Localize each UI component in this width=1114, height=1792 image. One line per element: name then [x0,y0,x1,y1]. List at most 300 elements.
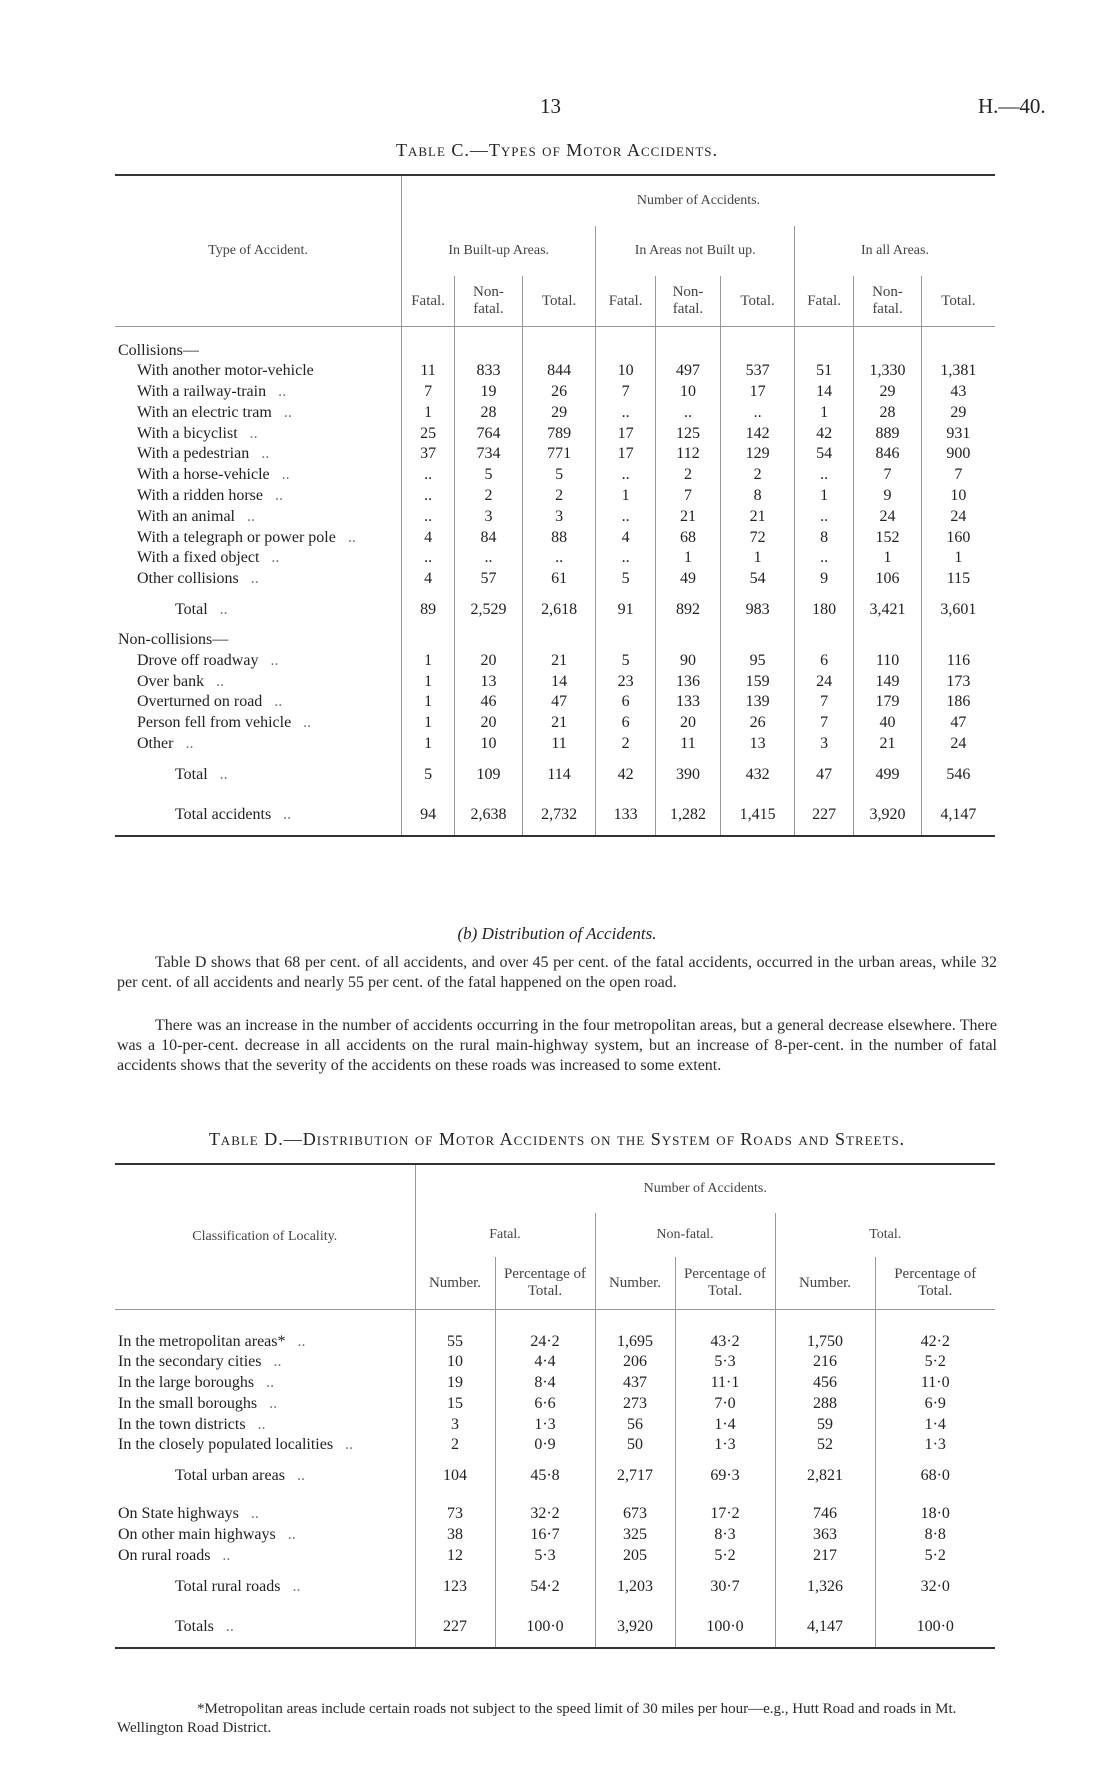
row-label-text: With a bicyclist [137,424,238,442]
cell-value: 43 [921,382,995,403]
table-d-sub-header: Percentage of Total. [495,1257,595,1310]
table-row [115,1415,995,1436]
cell-value: 32·2 [495,1504,595,1525]
cell-value: 24 [921,734,995,755]
cell-value: 5·3 [675,1352,775,1373]
cell-value: 43·2 [675,1332,775,1353]
table-d-group-header: Total. [775,1213,995,1257]
table-row [115,1567,995,1607]
cell-value: 10 [596,361,655,382]
cell-value: 68·0 [875,1456,995,1496]
table-row [115,569,995,590]
table-row [115,1435,995,1456]
cell-value: 25 [402,424,455,445]
cell-value: 1 [721,548,795,569]
cell-value: 3,421 [854,590,922,630]
cell-value: 160 [921,528,995,549]
cell-value: 7 [596,382,655,403]
row-label-text: On rural roads [118,1546,211,1564]
cell-value: 2 [721,465,795,486]
cell-value: .. [455,548,523,569]
row-label-text: With a pedestrian [137,445,250,463]
leader-dots: .. [267,549,280,567]
cell-value: 771 [522,444,596,465]
table-c-sub-header: Total. [921,276,995,327]
cell-value: 4 [402,569,455,590]
cell-value: .. [402,486,455,507]
cell-value: 1 [402,713,455,734]
table-c-sub-header: Non-fatal. [655,276,720,327]
row-label-text: Other collisions [137,570,239,588]
cell-value: 49 [655,569,720,590]
table-row [115,486,995,507]
cell-value: 983 [721,590,795,630]
table-row [115,1394,995,1415]
table-row [115,1332,995,1353]
table-c-sub-header: Fatal. [402,276,455,327]
cell-value: 9 [794,569,853,590]
cell-value: 186 [921,692,995,713]
table-c-header-row [115,175,995,226]
table-row [115,734,995,755]
cell-value: 20 [655,713,720,734]
row-label [115,1332,415,1353]
cell-value: 21 [854,734,922,755]
cell-value: 29 [854,382,922,403]
cell-value: 55 [415,1332,495,1353]
row-label [115,1352,415,1373]
cell-value: 52 [775,1435,875,1456]
cell-value: 6 [596,692,655,713]
row-label-text: On other main highways [118,1526,276,1544]
table-d-sub-header: Percentage of Total. [675,1257,775,1310]
cell-value: 205 [595,1546,675,1567]
leader-dots: .. [257,445,270,463]
cell-value: 7 [854,465,922,486]
cell-value: 2 [655,465,720,486]
cell-value: 4 [596,528,655,549]
cell-value: 11 [655,734,720,755]
cell-value: 5 [522,465,596,486]
cell-value: 892 [655,590,720,630]
cell-value: 746 [775,1504,875,1525]
cell-value: 3,601 [921,590,995,630]
table-row [115,403,995,424]
spacer-row [115,327,995,341]
row-label-text: With a ridden horse [137,487,263,505]
footnote: *Metropolitan areas include certain roads not subject to the speed limit of 30 miles per hour—e.g., Hutt Road and roads in Mt. Wellington Road District. [117,1701,957,1736]
leader-dots: .. [279,403,292,421]
table-row [115,672,995,693]
cell-value: 11·0 [875,1373,995,1394]
cell-value: .. [655,403,720,424]
cell-value: 4·4 [495,1352,595,1373]
table-row [115,1373,995,1394]
table-c-sub-header: Total. [721,276,795,327]
leader-dots: .. [343,528,356,546]
cell-value: 5·2 [875,1352,995,1373]
cell-value: 136 [655,672,720,693]
cell-value: 546 [921,755,995,795]
table-c-sub-header: Total. [522,276,596,327]
cell-value: 3 [415,1415,495,1436]
table-row [115,651,995,672]
cell-value: .. [794,465,853,486]
cell-value: 7 [921,465,995,486]
cell-value: 456 [775,1373,875,1394]
cell-value: 68 [655,528,720,549]
leader-dots: .. [265,1394,278,1412]
section-label: Collisions— [118,341,199,359]
cell-value: 73 [415,1504,495,1525]
cell-value: 1·4 [875,1415,995,1436]
cell-value: 10 [455,734,523,755]
cell-value: 673 [595,1504,675,1525]
table-row [115,755,995,795]
cell-value: 17 [596,444,655,465]
cell-value: 123 [415,1567,495,1607]
cell-value: .. [522,548,596,569]
section-label: Non-collisions— [118,631,229,649]
cell-value: .. [402,465,455,486]
cell-value: 17·2 [675,1504,775,1525]
cell-value: .. [596,507,655,528]
cell-value: 106 [854,569,922,590]
row-label-text: Total rural roads [175,1577,281,1595]
cell-value: 21 [721,507,795,528]
section-label-row [115,341,995,362]
table-d-sub-header: Percentage of Total. [875,1257,995,1310]
row-label [115,672,402,693]
cell-value: 24 [854,507,922,528]
cell-value: 29 [921,403,995,424]
row-label-text: Other [137,735,174,753]
cell-value: 125 [655,424,720,445]
cell-value: 142 [721,424,795,445]
cell-value: .. [402,548,455,569]
table-row [115,361,995,382]
cell-value: 217 [775,1546,875,1567]
cell-value: 110 [854,651,922,672]
row-label [115,1456,415,1496]
row-label [115,1525,415,1546]
cell-value: 56 [595,1415,675,1436]
cell-value: 94 [402,795,455,836]
leader-dots: .. [246,570,259,588]
cell-value: 38 [415,1525,495,1546]
cell-value: 88 [522,528,596,549]
cell-value: 7 [402,382,455,403]
cell-value: 133 [596,795,655,836]
cell-value: 390 [655,755,720,795]
cell-value: 133 [655,692,720,713]
row-label-text: In the metropolitan areas* [118,1332,286,1350]
table-row [115,444,995,465]
page-reference: H.—40. [978,94,1046,118]
cell-value: 363 [775,1525,875,1546]
cell-value: 9 [854,486,922,507]
cell-value: 47 [794,755,853,795]
cell-value: 20 [455,651,523,672]
section-label-row [115,630,995,651]
cell-value: 116 [921,651,995,672]
cell-value: 1 [402,672,455,693]
row-label [115,734,402,755]
row-label-text: Over bank [137,672,205,690]
cell-value: 8·3 [675,1525,775,1546]
leader-dots: .. [270,693,283,711]
cell-value: 129 [721,444,795,465]
cell-value: 5 [455,465,523,486]
cell-value: 833 [455,361,523,382]
cell-value: 24 [921,507,995,528]
cell-value: 3,920 [854,795,922,836]
cell-value: 28 [854,403,922,424]
cell-value: 21 [655,507,720,528]
row-label-text: With an electric tram [137,403,272,421]
cell-value: 1·3 [675,1435,775,1456]
cell-value: 59 [775,1415,875,1436]
spacer-row [115,1310,995,1332]
cell-value: 1,282 [655,795,720,836]
table-d-header-row [115,1164,995,1213]
cell-value: 11 [522,734,596,755]
table-row [115,528,995,549]
cell-value: 227 [415,1607,495,1648]
leader-dots: .. [266,651,279,669]
cell-value: .. [794,548,853,569]
row-label-text: Drove off roadway [137,651,259,669]
cell-value: 20 [455,713,523,734]
cell-value: 54 [794,444,853,465]
cell-value: 1,750 [775,1332,875,1353]
cell-value: 2,638 [455,795,523,836]
row-label-text: Total [175,601,208,619]
cell-value: 100·0 [875,1607,995,1648]
row-label-text: In the town districts [118,1415,246,1433]
table-row [115,1456,995,1496]
table-row [115,692,995,713]
table-row [115,795,995,836]
cell-value: 1,330 [854,361,922,382]
table-row [115,590,995,630]
row-label [115,528,402,549]
row-label [115,424,402,445]
cell-value: 95 [721,651,795,672]
row-label-text: With a telegraph or power pole [137,528,336,546]
cell-value: .. [402,507,455,528]
cell-value: 1 [794,403,853,424]
leader-dots: .. [221,1617,234,1635]
table-d-title: Table D.—Distribution of Motor Accidents on the System of Roads and Streets. [208,1129,906,1149]
cell-value: .. [794,507,853,528]
cell-value: 5·3 [495,1546,595,1567]
table-d-group-header: Non-fatal. [595,1213,775,1257]
row-label [115,651,402,672]
cell-value: 2 [415,1435,495,1456]
cell-value: 2,717 [595,1456,675,1496]
cell-value: 273 [595,1394,675,1415]
section-b-heading: (b) Distribution of Accidents. [457,924,657,943]
cell-value: 846 [854,444,922,465]
table-row [115,1525,995,1546]
table-row [115,424,995,445]
leader-dots: .. [181,735,194,753]
cell-value: 173 [921,672,995,693]
cell-value: 734 [455,444,523,465]
cell-value: 42·2 [875,1332,995,1353]
cell-value: 109 [455,755,523,795]
row-label-text: In the small boroughs [118,1394,258,1412]
cell-value: 7 [655,486,720,507]
table-d-sub-header: Number. [415,1257,495,1310]
leader-dots: .. [293,1332,306,1350]
row-label [115,548,402,569]
row-label [115,1567,415,1607]
table-c-number-header: Number of Accidents. [402,175,996,226]
leader-dots: .. [215,765,228,783]
cell-value: 437 [595,1373,675,1394]
cell-value: 15 [415,1394,495,1415]
table-d-sub-header: Number. [595,1257,675,1310]
leader-dots: .. [253,1415,266,1433]
cell-value: 3,920 [595,1607,675,1648]
table-d-sub-header: Number. [775,1257,875,1310]
cell-value: 325 [595,1525,675,1546]
cell-value: 8·4 [495,1373,595,1394]
cell-value: 3 [794,734,853,755]
leader-dots: .. [277,466,290,484]
table-row [115,548,995,569]
cell-value: 2,732 [522,795,596,836]
row-label [115,507,402,528]
cell-value: .. [596,465,655,486]
cell-value: .. [596,548,655,569]
cell-value: 54·2 [495,1567,595,1607]
cell-value: 5·2 [875,1546,995,1567]
row-label-text: Total accidents [175,805,272,823]
cell-value: 5 [596,651,655,672]
cell-value: 1 [596,486,655,507]
row-label [115,1394,415,1415]
cell-value: 7 [794,692,853,713]
cell-value: 5 [402,755,455,795]
cell-value: 24·2 [495,1332,595,1353]
cell-value: 8 [721,486,795,507]
cell-value: 1 [402,651,455,672]
cell-value: 30·7 [675,1567,775,1607]
cell-value: 100·0 [495,1607,595,1648]
cell-value: 4 [402,528,455,549]
cell-value: 10 [655,382,720,403]
leader-dots: .. [218,1546,231,1564]
cell-value: 179 [854,692,922,713]
cell-value: 37 [402,444,455,465]
cell-value: 1·4 [675,1415,775,1436]
cell-value: 5·2 [675,1546,775,1567]
cell-value: 32·0 [875,1567,995,1607]
cell-value: 57 [455,569,523,590]
cell-value: 28 [455,403,523,424]
cell-value: 7·0 [675,1394,775,1415]
table-c-group-header: In Built-up Areas. [402,226,596,276]
cell-value: 21 [522,651,596,672]
cell-value: 29 [522,403,596,424]
leader-dots: .. [292,1467,305,1485]
row-label [115,795,402,836]
row-label-text: In the large boroughs [118,1374,255,1392]
cell-value: 889 [854,424,922,445]
cell-value: 1 [854,548,922,569]
table-d-number-header: Number of Accidents. [415,1164,995,1213]
row-label-text: Total urban areas [175,1467,285,1485]
cell-value: 42 [596,755,655,795]
cell-value: 764 [455,424,523,445]
cell-value: 47 [522,692,596,713]
cell-value: 16·7 [495,1525,595,1546]
row-label [115,403,402,424]
leader-dots: .. [215,601,228,619]
cell-value: 24 [794,672,853,693]
row-label-text: Total [175,765,208,783]
table-row [115,1504,995,1525]
cell-value: 8·8 [875,1525,995,1546]
leader-dots: .. [279,805,292,823]
cell-value: 432 [721,755,795,795]
cell-value: 90 [655,651,720,672]
cell-value: 844 [522,361,596,382]
cell-value: 17 [596,424,655,445]
cell-value: 1·3 [495,1415,595,1436]
cell-value: 3 [522,507,596,528]
row-label-text: With an animal [137,507,235,525]
cell-value: 45·8 [495,1456,595,1496]
cell-value: 47 [921,713,995,734]
row-label [115,590,402,630]
table-row [115,465,995,486]
cell-value: 42 [794,424,853,445]
table-row [115,1352,995,1373]
cell-value: 3 [455,507,523,528]
table-row [115,1546,995,1567]
cell-value: 51 [794,361,853,382]
table-row [115,382,995,403]
cell-value: 789 [522,424,596,445]
cell-value: 1,381 [921,361,995,382]
row-label [115,1435,415,1456]
cell-value: 72 [721,528,795,549]
row-label-text: With another motor-vehicle [137,362,314,380]
table-c-group-header: In all Areas. [794,226,995,276]
table-c-sub-header: Non-fatal. [854,276,922,327]
row-label-text: With a horse-vehicle [137,466,270,484]
cell-value: 21 [522,713,596,734]
row-label-text: Overturned on road [137,693,263,711]
cell-value: 10 [921,486,995,507]
row-label [115,755,402,795]
table-c-sub-header: Fatal. [596,276,655,327]
row-label [115,1504,415,1525]
leader-dots: .. [288,1577,301,1595]
cell-value: 139 [721,692,795,713]
cell-value: 6·9 [875,1394,995,1415]
cell-value: 19 [455,382,523,403]
leader-dots: .. [245,424,258,442]
cell-value: 61 [522,569,596,590]
row-label [115,465,402,486]
cell-value: 1 [794,486,853,507]
row-label-text: In the secondary cities [118,1353,262,1371]
